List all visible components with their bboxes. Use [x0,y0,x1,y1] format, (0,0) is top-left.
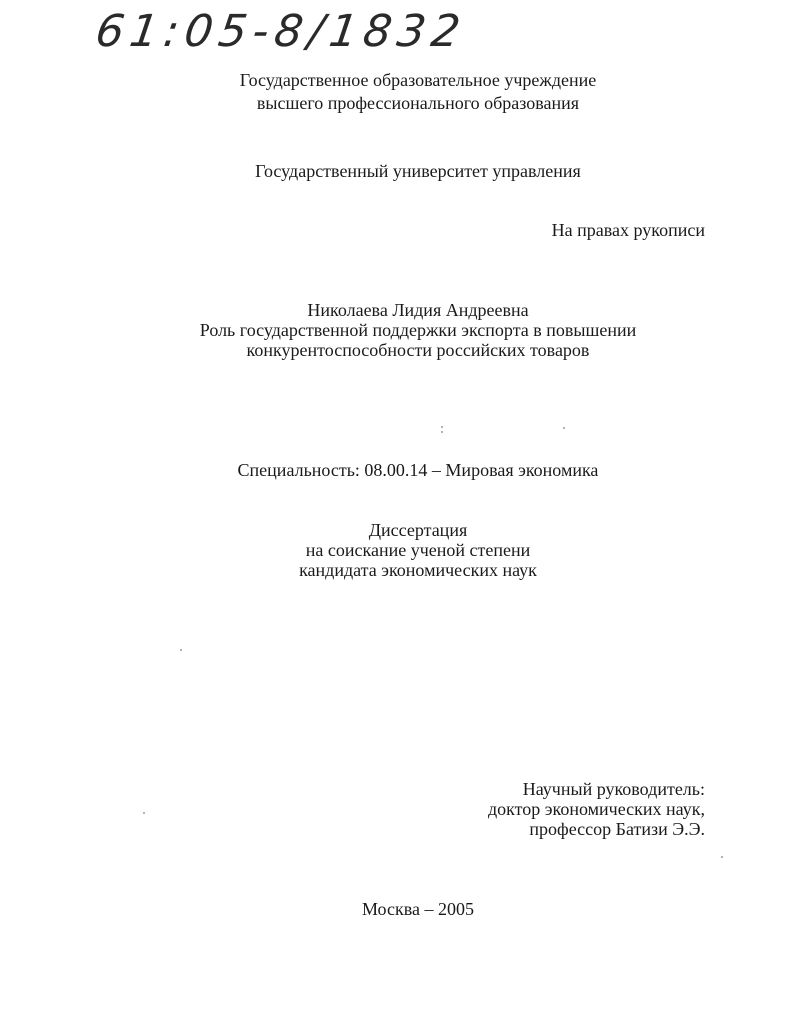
degree-line-2: кандидата экономических наук [299,560,537,580]
author-name: Николаева Лидия Андреевна [307,300,529,320]
scan-speck [180,649,182,651]
scan-speck [441,431,443,433]
degree-line-1: на соискание ученой степени [305,540,531,560]
institution-line-2: высшего профессионального образования [256,93,580,113]
supervisor-degree: доктор экономических наук, [488,799,705,819]
city-year: Москва – 2005 [362,899,474,919]
scan-speck [441,426,443,428]
dissertation-title-line-2: конкурентоспособности российских товаров [246,340,590,360]
handwritten-archive-code: 61:05-8/1832 [92,6,470,57]
supervisor-label: Научный руководитель: [522,779,705,799]
specialty: Специальность: 08.00.14 – Мировая экономика [237,460,599,480]
scan-speck [721,856,723,858]
dissertation-label: Диссертация [368,520,468,540]
university-name: Государственный университет управления [255,161,581,181]
dissertation-title-line-1: Роль государственной поддержки экспорта в повышении [199,320,637,340]
manuscript-note: На правах рукописи [551,220,705,240]
scan-speck [143,812,145,814]
scan-speck [563,427,565,429]
institution-line-1: Государственное образовательное учреждение [239,70,597,90]
supervisor-name: профессор Батизи Э.Э. [529,819,705,839]
